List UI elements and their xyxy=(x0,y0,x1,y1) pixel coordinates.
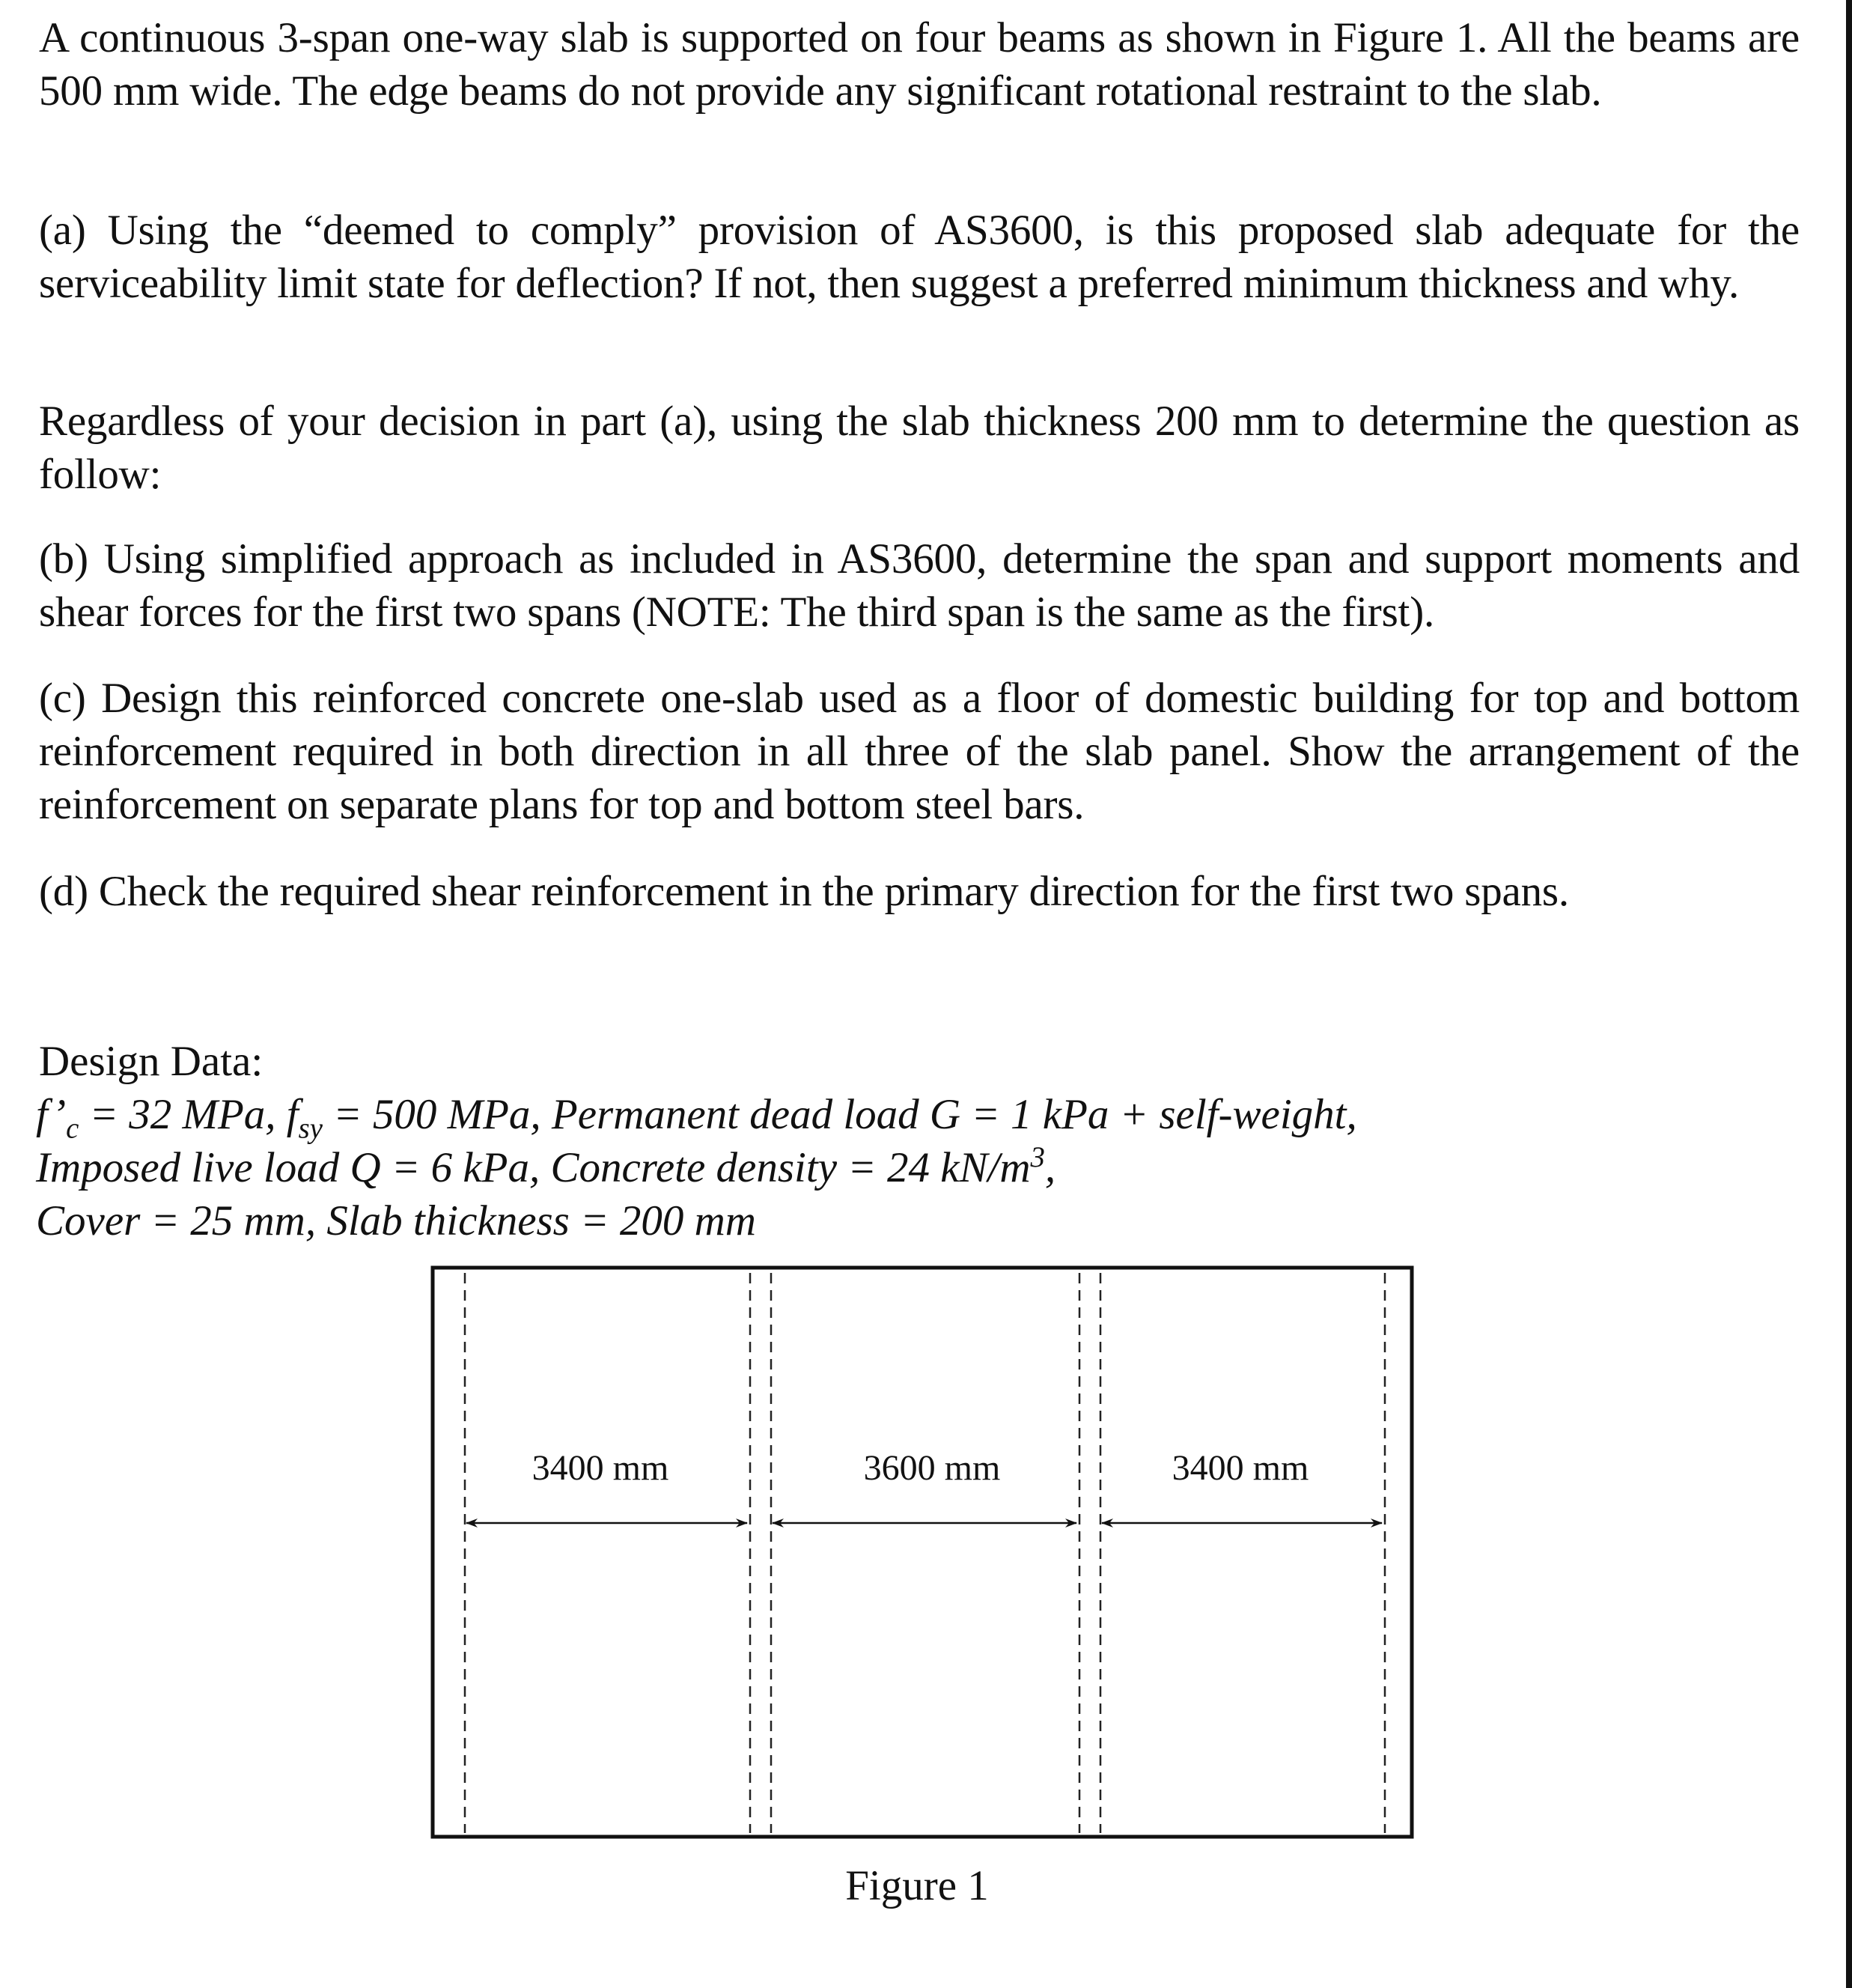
span-3-label: 3400 mm xyxy=(1172,1448,1309,1488)
question-part-c: (c) Design this reinforced concrete one-slab used as a floor of domestic building for top and bottom reinforcement required in both direction in all three of the slab panel. Show the arrangement of the reinforcement on separate plans for top and bottom steel bars. xyxy=(39,675,1800,828)
span-2-label: 3600 mm xyxy=(863,1448,1001,1488)
strengths-rest: = 500 MPa, Permanent dead load G = 1 kPa + self-weight, xyxy=(322,1091,1357,1138)
design-data-line-cover: Cover = 25 mm, Slab thickness = 200 mm xyxy=(36,1197,756,1244)
intro-paragraph: A continuous 3-span one-way slab is supported on four beams as shown in Figure 1. All the beams are 500 mm wide. The edge beams do not provide any significant rotational restraint to the slab. xyxy=(39,14,1800,115)
design-data-line-strengths xyxy=(36,1088,1357,1145)
fc-value: = 32 MPa, xyxy=(79,1091,287,1138)
figure-1-slab-plan xyxy=(427,1258,1422,1842)
question-part-a: (a) Using the “deemed to comply” provision of AS3600, is this proposed slab adequate for the serviceability limit state for deflection? If not, then suggest a preferred minimum thickness and why. xyxy=(39,207,1800,307)
question-part-d: (d) Check the required shear reinforcement in the primary direction for the first two spans. xyxy=(39,868,1569,915)
fsy-subscript: sy xyxy=(298,1112,323,1145)
design-data-line-loads xyxy=(36,1141,1056,1194)
figure-caption: Figure 1 xyxy=(845,1862,989,1909)
fc-subscript: c xyxy=(66,1112,79,1145)
span-1-label: 3400 mm xyxy=(531,1448,669,1488)
page-edge-border xyxy=(1846,0,1852,1988)
fc-symbol: f’ xyxy=(36,1091,67,1138)
instruction-paragraph: Regardless of your decision in part (a), using the slab thickness 200 mm to determine the question as follow: xyxy=(39,398,1800,498)
fsy-symbol: f xyxy=(286,1091,299,1138)
design-data-heading: Design Data: xyxy=(39,1038,264,1085)
question-part-b: (b) Using simplified approach as included in AS3600, determine the span and support moments and shear forces for the first two spans (NOTE: The third span is the same as the first). xyxy=(39,535,1800,636)
loads-text: Imposed live load Q = 6 kPa, Concrete density = 24 kN/m xyxy=(36,1144,1031,1191)
cubic-superscript: 3 xyxy=(1030,1141,1045,1173)
loads-end: , xyxy=(1044,1144,1056,1191)
slab-outline xyxy=(433,1268,1412,1837)
